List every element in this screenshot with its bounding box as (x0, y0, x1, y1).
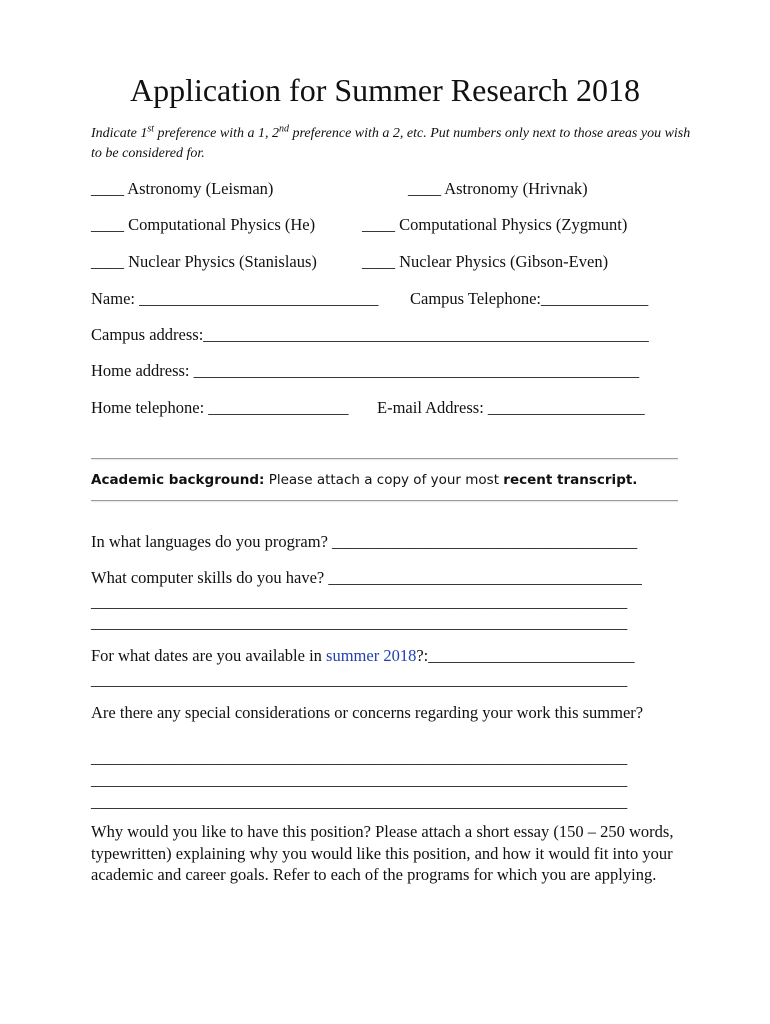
instructions-sup1: st (147, 123, 155, 135)
considerations-question: Are there any special considerations or concerns regarding your work this summer? (91, 703, 644, 722)
preference-astronomy-leisman[interactable]: ____ Astronomy (Leisman) (91, 179, 274, 198)
skills-answer-line[interactable]: _________________________________________________________________ (91, 592, 628, 611)
why-position-question: Why would you like to have this position? Please attach a short essay (150 – 250 words, typewritten) explaining why you would like this position, and how it would fit into your academic and career goals. Refer to each of the programs for which you are applying. (91, 822, 674, 884)
page-title: Application for Summer Research 2018 (129, 72, 641, 108)
dates-question[interactable] (91, 645, 635, 667)
email-field[interactable]: E-mail Address: ___________________ (377, 398, 645, 417)
name-field[interactable]: Name: _____________________________ (91, 289, 379, 308)
preference-astronomy-hrivnak[interactable]: ____ Astronomy (Hrivnak) (408, 179, 588, 198)
academic-background-note (91, 470, 637, 490)
skills-question[interactable]: What computer skills do you have? ______________________________________ (91, 568, 642, 587)
preference-nuclear-gibson-even[interactable]: ____ Nuclear Physics (Gibson-Even) (362, 252, 609, 271)
academic-top-divider (91, 458, 678, 459)
academic-text: Please attach a copy of your most (264, 472, 504, 488)
dates-prefix: For what dates are you available in (91, 646, 327, 665)
instructions-sup2: nd (278, 123, 289, 135)
campus-telephone-field[interactable]: Campus Telephone:_____________ (410, 289, 649, 308)
summer-link[interactable]: summer 2018 (326, 646, 417, 665)
dates-answer-line[interactable]: _________________________________________________________________ (91, 670, 628, 689)
preference-computational-zygmunt[interactable]: ____ Computational Physics (Zygmunt) (362, 215, 628, 234)
languages-question[interactable]: In what languages do you program? _____________________________________ (91, 532, 638, 551)
campus-address-field[interactable]: Campus address:______________________________________________________ (91, 325, 649, 344)
considerations-answer-line[interactable]: _________________________________________________________________ (91, 748, 628, 767)
considerations-answer-line[interactable]: _________________________________________________________________ (91, 770, 628, 789)
instructions-part2: preference with a 1, 2 (154, 126, 279, 141)
academic-bottom-divider (91, 500, 678, 501)
academic-label: Academic background: (91, 472, 265, 488)
preference-nuclear-stanislaus[interactable]: ____ Nuclear Physics (Stanislaus) (91, 252, 317, 271)
instructions-part3: preference with a 2, etc. Put numbers only next to those areas you wish to be considered for. (91, 126, 691, 161)
academic-emphasis: recent transcript. (503, 472, 638, 488)
skills-answer-line[interactable]: _________________________________________________________________ (91, 613, 628, 632)
dates-suffix: ?:_________________________ (416, 646, 635, 665)
home-telephone-field[interactable]: Home telephone: _________________ (91, 398, 349, 417)
home-address-field[interactable]: Home address: ______________________________________________________ (91, 361, 640, 380)
instructions-text (91, 124, 691, 164)
considerations-answer-line[interactable]: _________________________________________________________________ (91, 792, 628, 811)
instructions-part1: Indicate 1 (91, 126, 148, 141)
preference-computational-he[interactable]: ____ Computational Physics (He) (91, 215, 316, 234)
